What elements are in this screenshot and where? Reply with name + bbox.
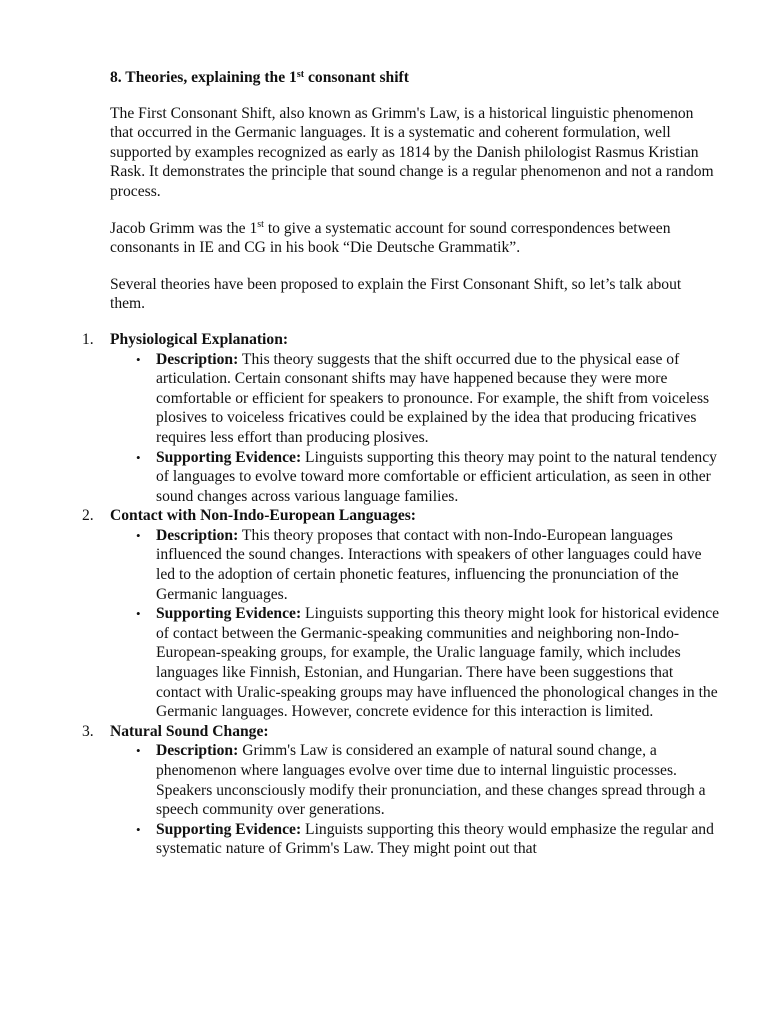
point-text: Linguists supporting this theory may point to the natural tendency of languages to evolve toward more comfortable or efficient articulation, as seen in other sound changes across various language families.: [156, 448, 717, 505]
point-text: This theory suggests that the shift occurred due to the physical ease of articulation. Certain consonant shifts may have happened because they were more comfortable or efficient for speakers to pronounce. For example, the shift from voiceless plosives to voiceless fricatives could be explained by the idea that producing fricatives requires less effort than producing plosives.: [156, 350, 710, 446]
point-label: Description:: [156, 742, 239, 760]
point-item: [136, 448, 722, 507]
grimm-ordinal: st: [257, 219, 264, 231]
bullet-icon: •: [136, 449, 141, 465]
section-heading: [110, 68, 720, 88]
grimm-suffix: to give a systematic account for sound correspondences between consonants in IE and CG in his book “Die Deutsche Grammatik”.: [110, 219, 671, 257]
theory-title: Contact with Non-Indo-European Languages:: [110, 507, 417, 525]
intro-paragraph: The First Consonant Shift, also known as Grimm's Law, is a historical linguistic phenomenon that occurred in the Germanic languages. It is a systematic and coherent formulation, well supported by examples recognized as early as 1814 by the Danish philologist Rasmus Kristian Rask. It demonstrates the principle that sound change is a regular phenomenon and not a random process.: [110, 104, 714, 200]
point-label: Supporting Evidence:: [156, 448, 302, 466]
theory-title: Natural Sound Change:: [110, 722, 269, 740]
point-text: Linguists supporting this theory might look for historical evidence of contact between the Germanic-speaking communities and neighboring non-Indo-European-speaking groups, for example, the Uralic language family, which includes languages like Finnish, Estonian, and Hungarian. There have been suggestions that contact with Uralic-speaking groups may have influenced the phonological changes in the Germanic languages. However, concrete evidence for this interaction is limited.: [156, 605, 720, 721]
point-item: [136, 820, 722, 859]
heading-suffix: consonant shift: [304, 69, 409, 86]
theory-points: [82, 526, 722, 722]
bullet-icon: •: [136, 351, 141, 367]
point-label: Description:: [156, 350, 239, 368]
point-item: [136, 526, 722, 604]
theory-item: [82, 506, 722, 722]
theory-points: [82, 741, 722, 859]
point-text: Linguists supporting this theory would emphasize the regular and systematic nature of Grimm's Law. They might point out that: [156, 820, 714, 858]
theory-title: Physiological Explanation:: [110, 330, 289, 348]
point-label: Description:: [156, 526, 239, 544]
theory-number: 2.: [82, 507, 94, 525]
bullet-icon: •: [136, 743, 141, 759]
theory-points: [82, 350, 722, 507]
theory-number: 1.: [82, 330, 94, 348]
theory-list: [82, 330, 722, 859]
bullet-icon: •: [136, 821, 141, 837]
point-text: Grimm's Law is considered an example of natural sound change, a phenomenon where languages evolve over time due to internal linguistic processes. Speakers unconsciously modify their pronunciation, and these changes spread through a speech community over generations.: [156, 742, 706, 819]
bullet-icon: •: [136, 527, 141, 543]
point-text: This theory proposes that contact with non-Indo-European languages influenced the sound changes. Interactions with speakers of other languages could have led to the adoption of certain phonetic features, influencing the pronunciation of the Germanic languages.: [156, 526, 702, 603]
bullet-icon: •: [136, 606, 141, 622]
heading-ordinal: st: [296, 68, 305, 80]
theory-item: [82, 722, 722, 859]
heading-prefix: 8. Theories, explaining the 1: [110, 69, 297, 86]
point-item: [136, 604, 722, 722]
grimm-prefix: Jacob Grimm was the 1: [110, 219, 258, 237]
point-item: [136, 741, 722, 819]
point-item: [136, 350, 722, 448]
theory-number: 3.: [82, 722, 94, 740]
document-page: [82, 68, 720, 859]
grimm-paragraph: [110, 219, 720, 258]
theory-item: [82, 330, 722, 506]
lead-paragraph: Several theories have been proposed to explain the First Consonant Shift, so let’s talk about them.: [110, 275, 682, 313]
point-label: Supporting Evidence:: [156, 820, 302, 838]
point-label: Supporting Evidence:: [156, 605, 302, 623]
